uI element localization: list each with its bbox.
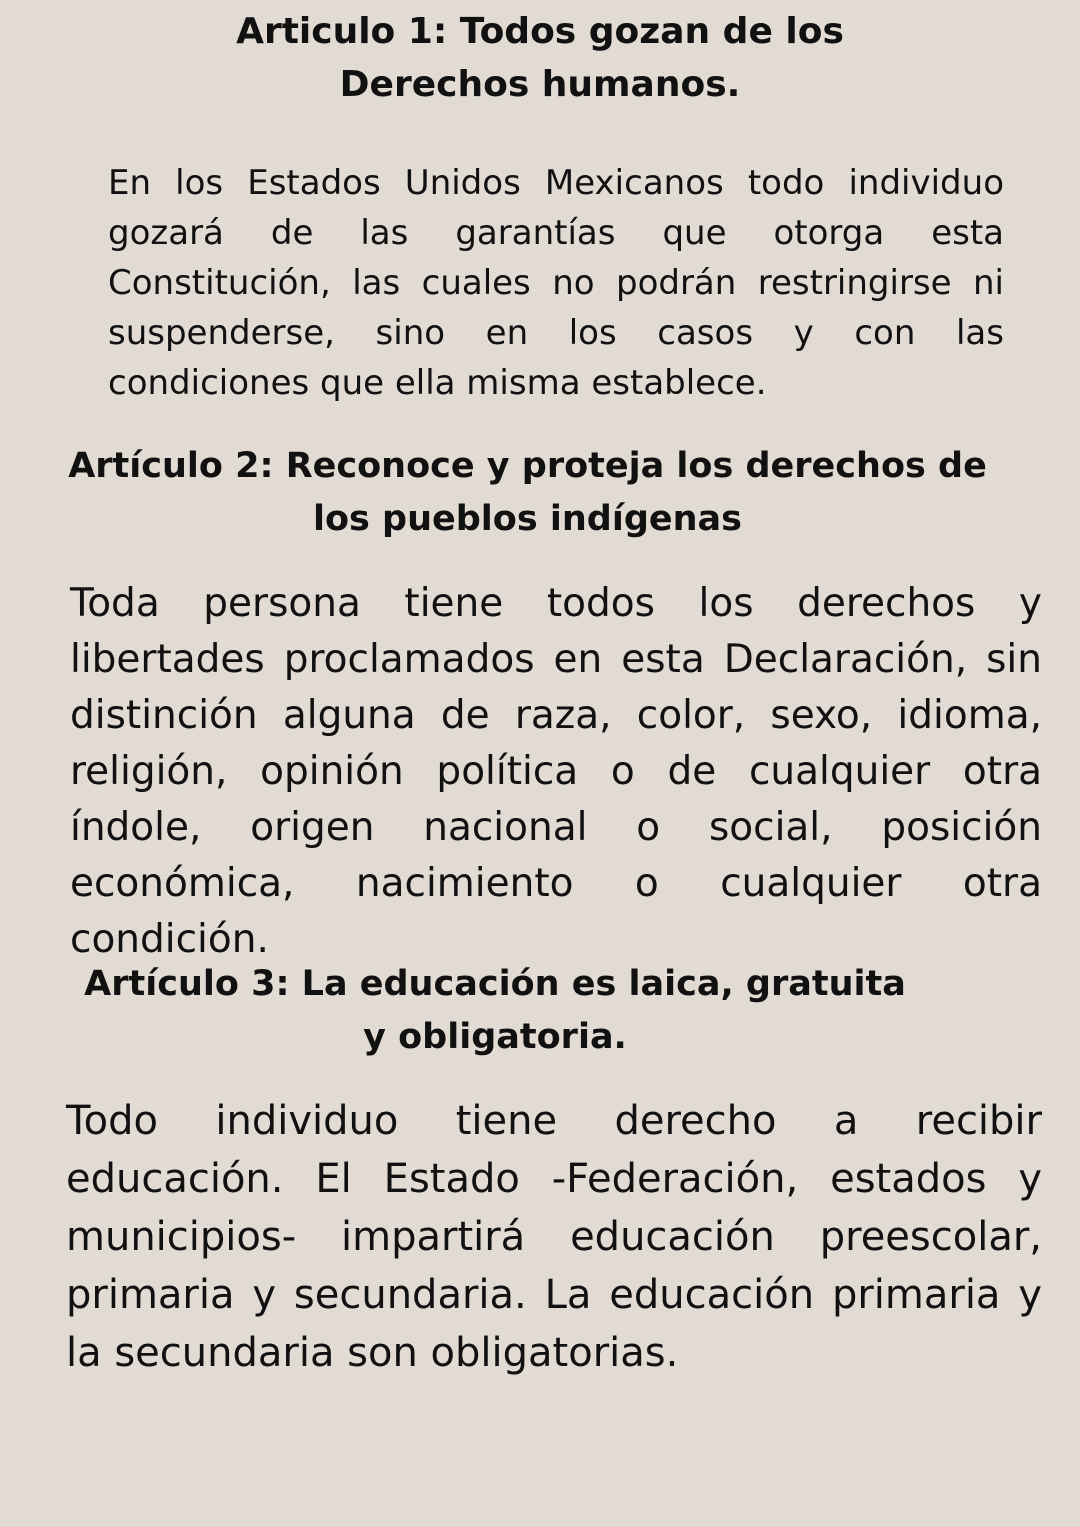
article-3-body: Todo individuo tiene derecho a recibir educación. El Estado -Federación, estados y municipios- impartirá educación preescolar, primaria y secundaria. La educación primaria y la secundaria son obligatorias. <box>66 1098 1042 1376</box>
article-3-heading: Artículo 3: La educación es laica, gratuita y obligatoria. <box>84 964 906 1057</box>
article-2-heading: Artículo 2: Reconoce y proteja los derechos de los pueblos indígenas <box>68 446 987 539</box>
article-2-body: Toda persona tiene todos los derechos y libertades proclamados en esta Declaración, sin distinción alguna de raza, color, sexo, idioma, religión, opinión política o de cualquier otra índole, origen nacional o social, posición económica, nacimiento o cualquier otra condición. <box>70 581 1042 962</box>
article-1-heading: Articulo 1: Todos gozan de los Derechos humanos. <box>236 11 844 105</box>
article-1-body: En los Estados Unidos Mexicanos todo individuo gozará de las garantías que otorga esta Constitución, las cuales no podrán restringirse ni suspenderse, sino en los casos y con las condiciones que ella misma establece. <box>108 163 1004 403</box>
